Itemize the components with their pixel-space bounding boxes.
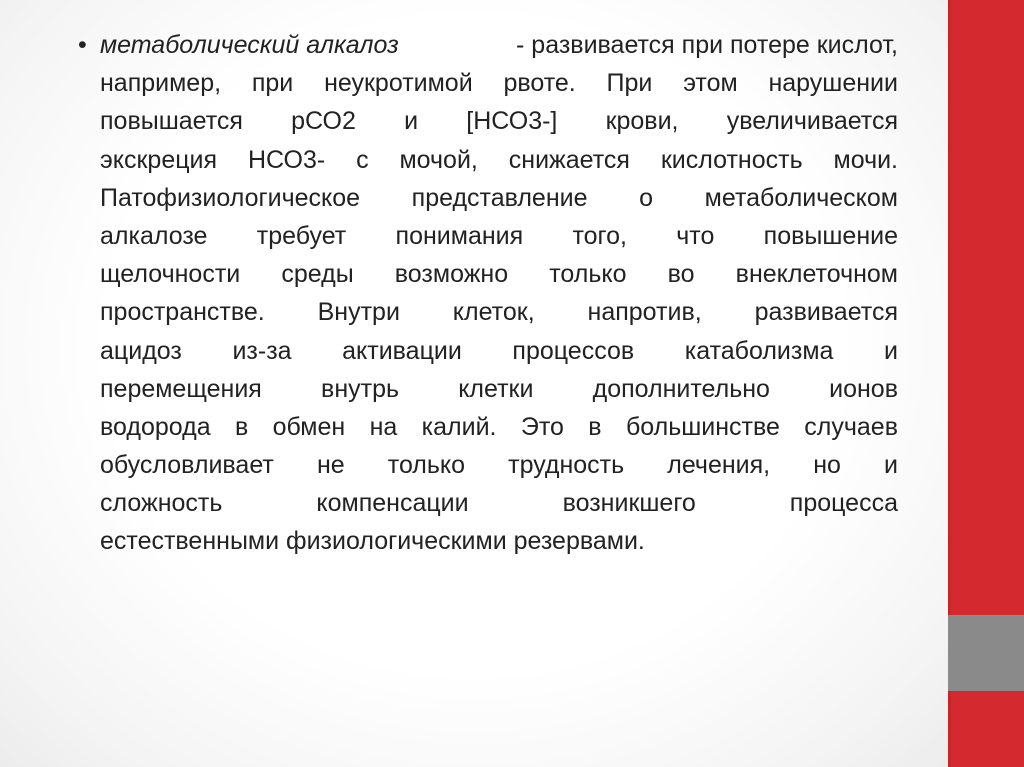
paragraph-line: сложность компенсации возникшего процесса	[100, 489, 898, 518]
slide-body	[78, 26, 898, 561]
paragraph-line: алкалозе требует понимания того, что повышение	[100, 221, 898, 250]
paragraph-line: экскреция НСО3- с мочой, снижается кислотность мочи.	[100, 145, 898, 174]
bullet-paragraph	[78, 26, 898, 561]
paragraph-line: пространстве. Внутри клеток, напротив, развивается	[100, 298, 898, 327]
paragraph-line: перемещения внутрь клетки дополнительно ионов	[100, 374, 898, 403]
paragraph-line: водорода в обмен на калий. Это в большинстве случаев	[100, 412, 898, 441]
paragraph-line-last: естественными физиологическими резервами.	[100, 527, 645, 556]
bullet-marker: •	[78, 31, 87, 59]
paragraph-line: щелочности среды возможно только во внеклеточном	[100, 260, 898, 289]
paragraph-line: например, при неукротимой рвоте. При этом нарушении	[100, 69, 898, 98]
term-metabolic-alkalosis: метаболический алкалоз	[100, 31, 399, 59]
paragraph-line: Патофизиологическое представление о метаболическом	[100, 183, 898, 212]
paragraph-line: повышается рСО2 и [НСО3-] крови, увеличивается	[100, 107, 898, 136]
paragraph-line-1	[100, 26, 898, 64]
accent-gray-block	[948, 615, 1024, 691]
first-line-rest: - развивается при потере кислот,	[516, 31, 898, 59]
paragraph-line: обусловливает не только трудность лечения, но и	[100, 451, 898, 480]
paragraph-line: ацидоз из-за активации процессов катаболизма и	[100, 336, 898, 365]
